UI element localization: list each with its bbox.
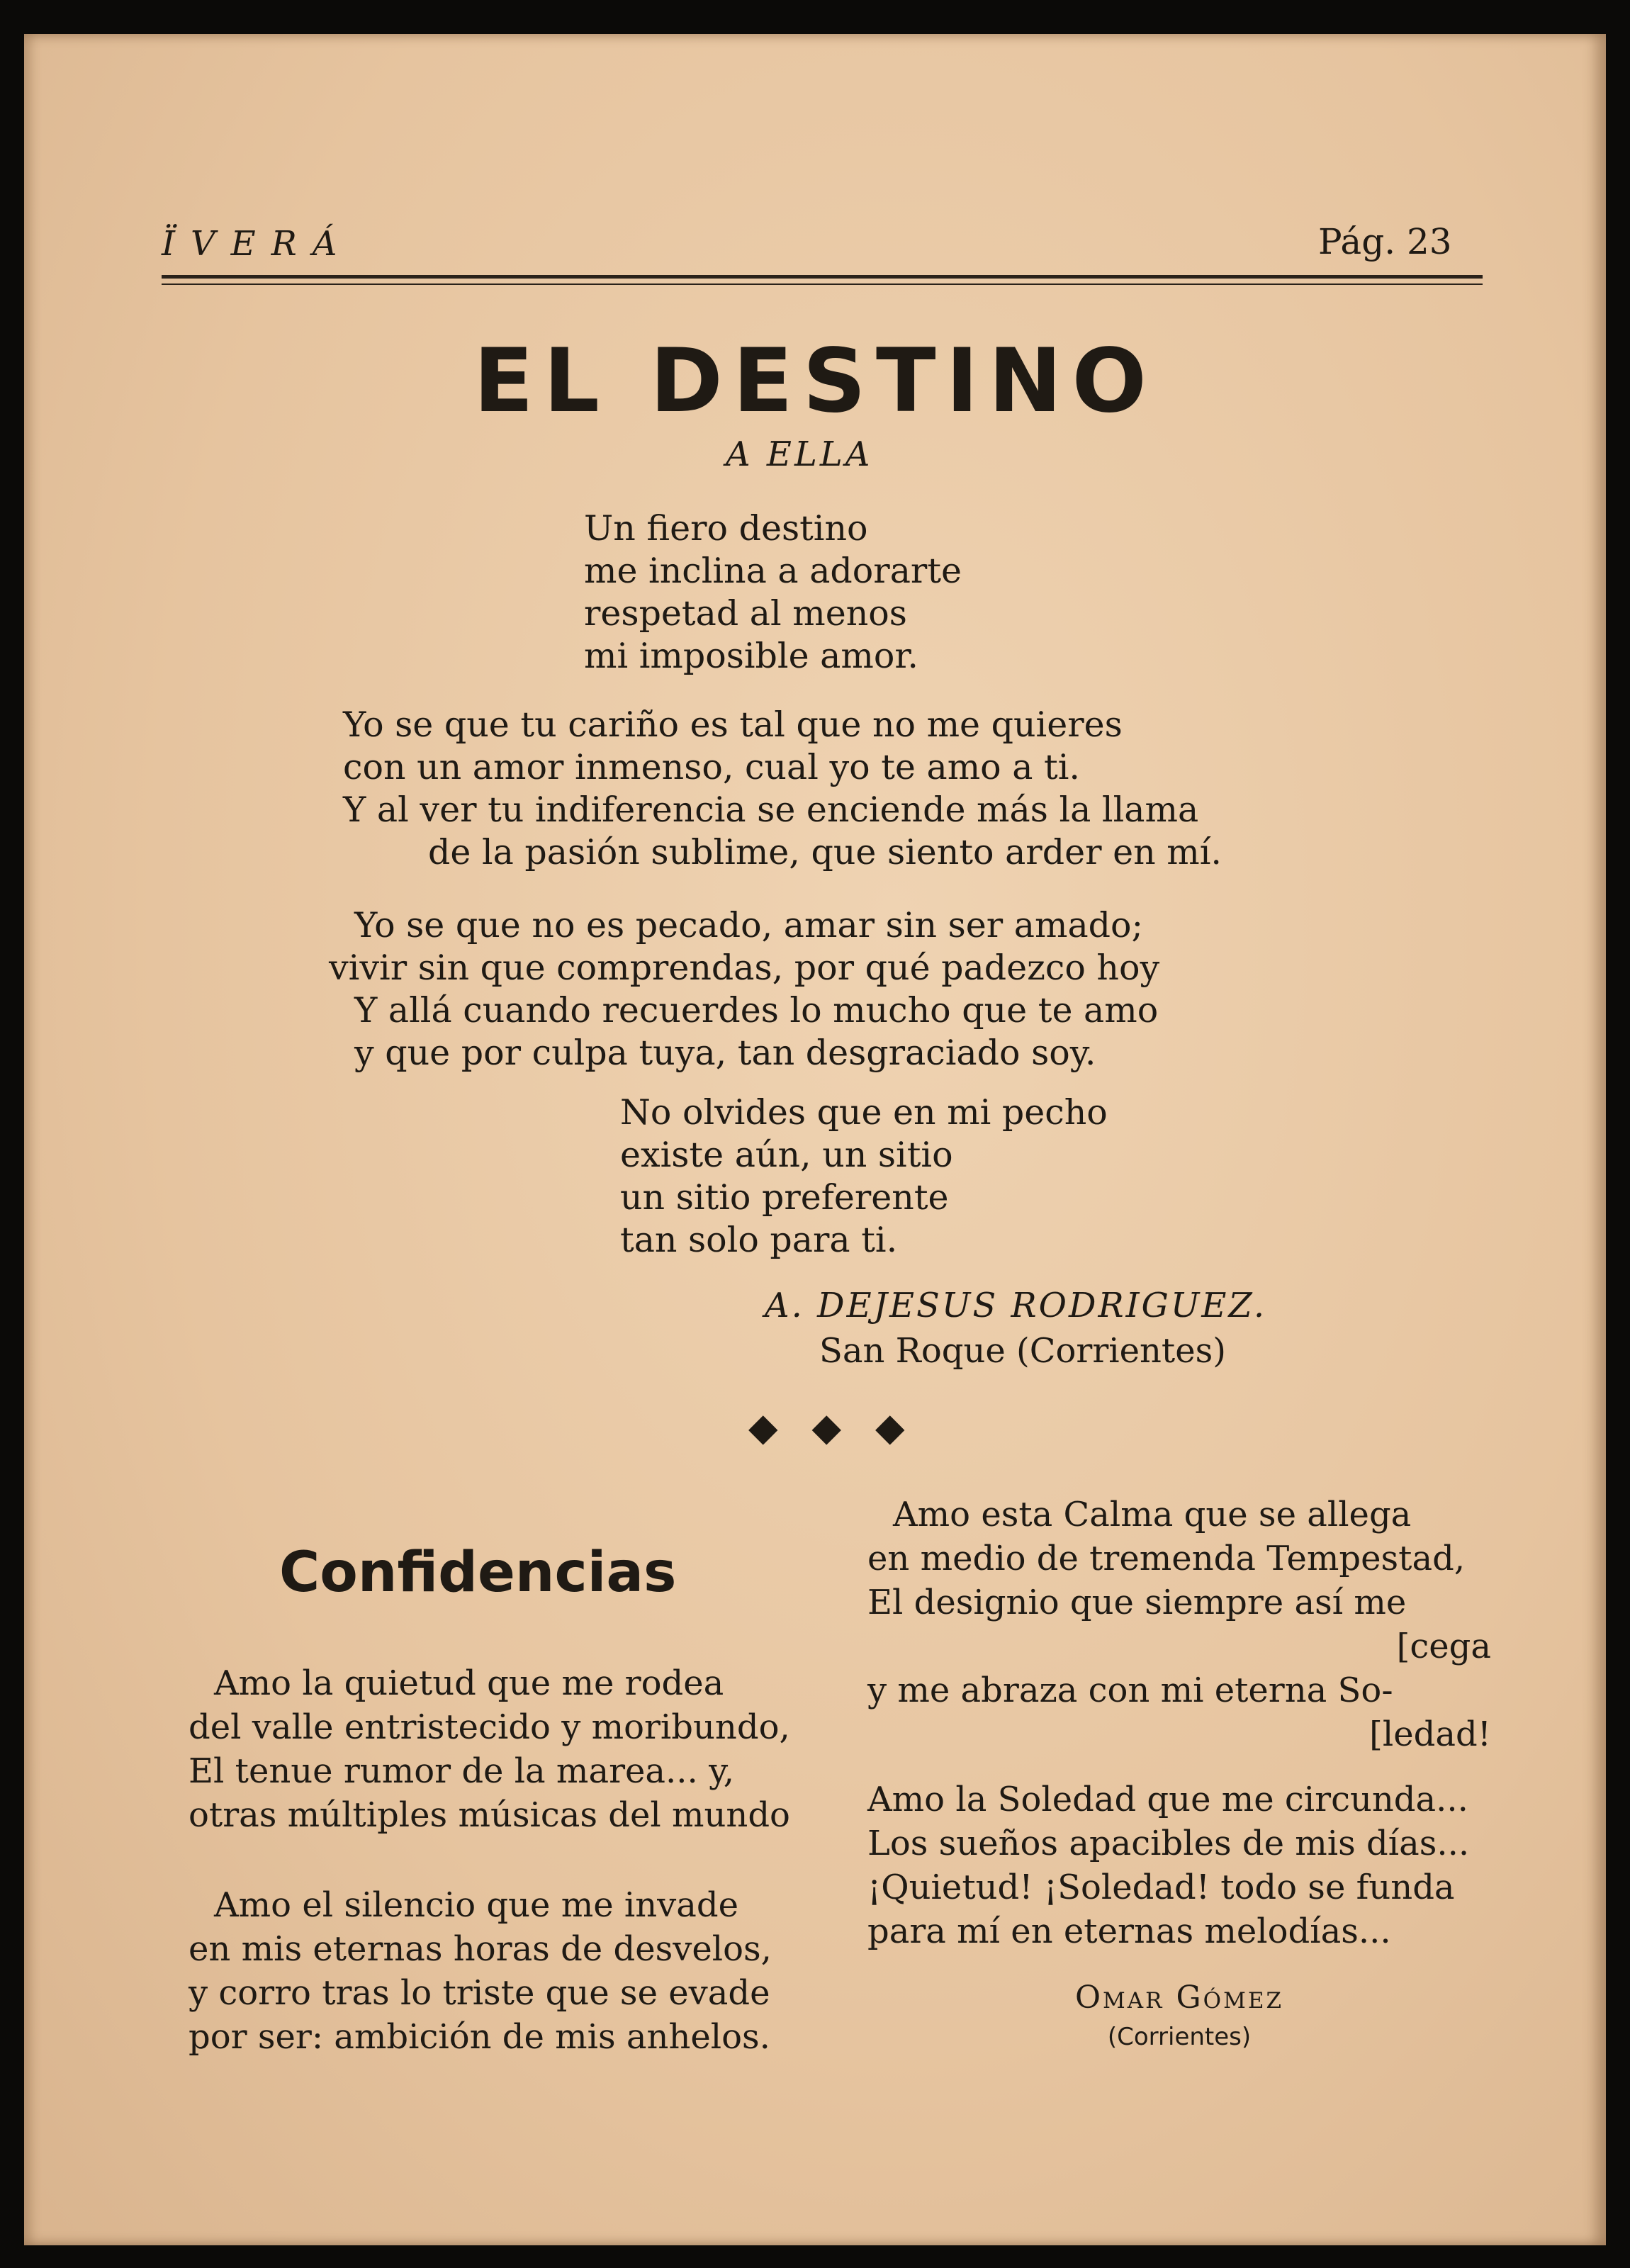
verse-line: El designio que siempre así me [867,1583,1407,1622]
confidencias-stanza-1 [189,1661,812,1837]
second-poem-title: Confidencias [279,1541,677,1605]
verse-line: mi imposible amor. [584,636,918,676]
verse-line: Amo la quietud que me rodea [214,1663,724,1703]
verse-line: Yo se que no es pecado, amar sin ser amado; [354,905,1144,945]
verse-line: existe aún, un sitio [620,1135,953,1175]
verse-line: de la pasión sublime, que siento arder en mí. [428,832,1222,872]
verse-line: [cega [1396,1627,1491,1666]
verse-line: No olvides que en mi pecho [620,1092,1108,1133]
verse-line: Yo se que tu cariño es tal que no me quieres [343,704,1123,745]
confidencias-stanza-4 [867,1778,1491,1953]
verse-line: y me abraza con mi eterna So- [867,1671,1393,1710]
poem-author: A. DEJESUS RODRIGUEZ. [765,1286,1267,1325]
second-poem-place: (Corrientes) [1107,2023,1252,2051]
verse-line: Un fiero destino [584,508,868,549]
verse-line: Amo la Soledad que me circunda... [867,1780,1468,1819]
verse-line: Y allá cuando recuerdes lo mucho que te amo [354,990,1159,1031]
poem-place: San Roque (Corrientes) [819,1331,1226,1371]
verse-line: Y al ver tu indiferencia se enciende más la llama [343,790,1199,830]
verse-line: un sitio preferente [620,1177,949,1218]
verse-line: Los sueños apacibles de mis días... [867,1824,1470,1863]
header-rule-thick [162,275,1483,279]
poem-title: EL DESTINO [473,330,1157,432]
verse-line: ¡Quietud! ¡Soledad! todo se funda [867,1868,1455,1907]
page-number: Pág. 23 [1318,221,1452,262]
verse-line: El tenue rumor de la marea... y, [189,1751,735,1791]
poem-dedication: A ELLA [726,434,873,474]
magazine-page [24,34,1606,2245]
verse-line: tan solo para ti. [620,1220,898,1260]
verse-line: en mis eternas horas de desvelos, [189,1929,772,1969]
verse-line: vivir sin que comprendas, por qué padezco hoy [329,948,1160,988]
second-poem-author: Omar Gómez [1074,1980,1283,2016]
running-title: ÏVERÁ [162,224,353,264]
header-rule-thin [162,284,1483,285]
stanza-2 [343,704,1222,874]
verse-line: Amo esta Calma que se allega [893,1495,1412,1534]
stanza-1 [584,507,962,678]
verse-line: por ser: ambición de mis anhelos. [189,2017,770,2057]
verse-line: y que por culpa tuya, tan desgraciado soy. [354,1033,1096,1073]
verse-line: otras múltiples músicas del mundo [189,1795,790,1835]
confidencias-stanza-2 [189,1883,812,2059]
verse-line: me inclina a adorarte [584,551,962,591]
confidencias-stanza-3 [867,1493,1491,1756]
stanza-4 [595,1091,1108,1262]
verse-line: con un amor inmenso, cual yo te amo a ti. [343,747,1080,787]
verse-line: [ledad! [1369,1714,1491,1754]
verse-line: del valle entristecido y moribundo, [189,1707,790,1747]
stanza-3 [329,904,1159,1074]
verse-line: respetad al menos [584,593,907,634]
diamond-separator: ◆◆◆ [748,1405,939,1449]
verse-line: para mí en eternas melodías... [867,1911,1391,1951]
verse-line: en medio de tremenda Tempestad, [867,1539,1466,1578]
verse-line: Amo el silencio que me invade [214,1885,739,1925]
verse-line: y corro tras lo triste que se evade [189,1973,770,2013]
